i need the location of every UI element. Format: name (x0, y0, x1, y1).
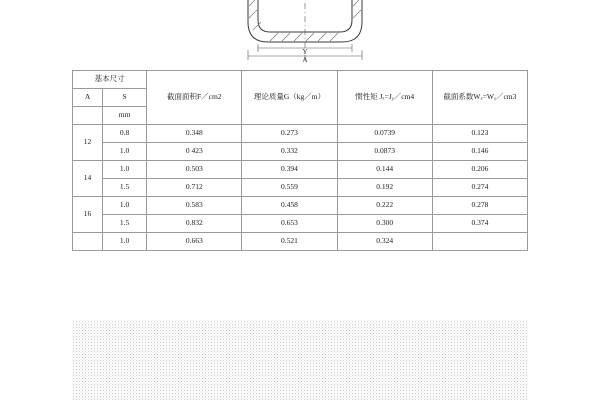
header-basic-size: 基本尺寸 (73, 71, 147, 89)
cell-mass: 0.559 (242, 179, 337, 197)
dim-label-y: Y (302, 48, 308, 56)
cell-area: 0.832 (147, 215, 242, 233)
cell-s: 1.5 (103, 215, 147, 233)
header-modulus: 截面系数Wₓ=Wᵧ／cm3 (432, 71, 527, 125)
table-row (73, 125, 528, 143)
cell-area: 0.663 (147, 233, 242, 251)
cell-mass: 0.332 (242, 143, 337, 161)
cell-modulus (432, 233, 527, 251)
page-fade-overlay (0, 320, 600, 400)
cell-inertia: 0.324 (337, 233, 432, 251)
cell-s: 1.5 (103, 179, 147, 197)
cell-modulus: 0.123 (432, 125, 527, 143)
cell-inertia: 0.192 (337, 179, 432, 197)
cell-modulus: 0.274 (432, 179, 527, 197)
cell-s: 1.0 (103, 197, 147, 215)
cell-s: 1.0 (103, 143, 147, 161)
header-mass: 理论质量G（kg／m） (242, 71, 337, 125)
cell-s: 0.8 (103, 125, 147, 143)
dim-label-a: A (302, 56, 308, 64)
unit-mm: mm (103, 107, 147, 125)
table-header-row-1 (73, 71, 528, 89)
cell-a: 16 (73, 197, 103, 233)
cell-mass: 0.653 (242, 215, 337, 233)
channel-section-diagram (230, 0, 400, 64)
cell-mass: 0.521 (242, 233, 337, 251)
cell-modulus: 0.206 (432, 161, 527, 179)
header-inertia: 惯性矩 Jₓ=Jᵧ／cm4 (337, 71, 432, 125)
cell-a: 14 (73, 161, 103, 197)
cell-a: 12 (73, 125, 103, 161)
cell-area: 0.712 (147, 179, 242, 197)
table-row (73, 215, 528, 233)
cell-inertia: 0.222 (337, 197, 432, 215)
cell-modulus: 0.374 (432, 215, 527, 233)
specification-table (72, 70, 528, 251)
cell-inertia: 0.300 (337, 215, 432, 233)
table-row (73, 143, 528, 161)
page-margin-left (0, 0, 72, 400)
page-fade-gradient (0, 312, 600, 324)
table-row (73, 179, 528, 197)
unit-blank (73, 107, 103, 125)
cell-mass: 0.273 (242, 125, 337, 143)
cell-area: 0 423 (147, 143, 242, 161)
table-row (73, 161, 528, 179)
page-margin-right (528, 0, 600, 400)
table-row (73, 197, 528, 215)
header-area: 截面面积F／cm2 (147, 71, 242, 125)
cell-area: 0.348 (147, 125, 242, 143)
cell-mass: 0.394 (242, 161, 337, 179)
cell-inertia: 0.0739 (337, 125, 432, 143)
cell-mass: 0.458 (242, 197, 337, 215)
cell-inertia: 0.0873 (337, 143, 432, 161)
cell-area: 0.583 (147, 197, 242, 215)
cell-s: 1.0 (103, 161, 147, 179)
header-col-s: S (103, 89, 147, 107)
cell-modulus: 0.278 (432, 197, 527, 215)
cell-modulus: 0.146 (432, 143, 527, 161)
header-col-a: A (73, 89, 103, 107)
table-row (73, 233, 528, 251)
cell-inertia: 0.144 (337, 161, 432, 179)
cell-s: 1.0 (103, 233, 147, 251)
cell-area: 0.503 (147, 161, 242, 179)
cell-a (73, 233, 103, 251)
